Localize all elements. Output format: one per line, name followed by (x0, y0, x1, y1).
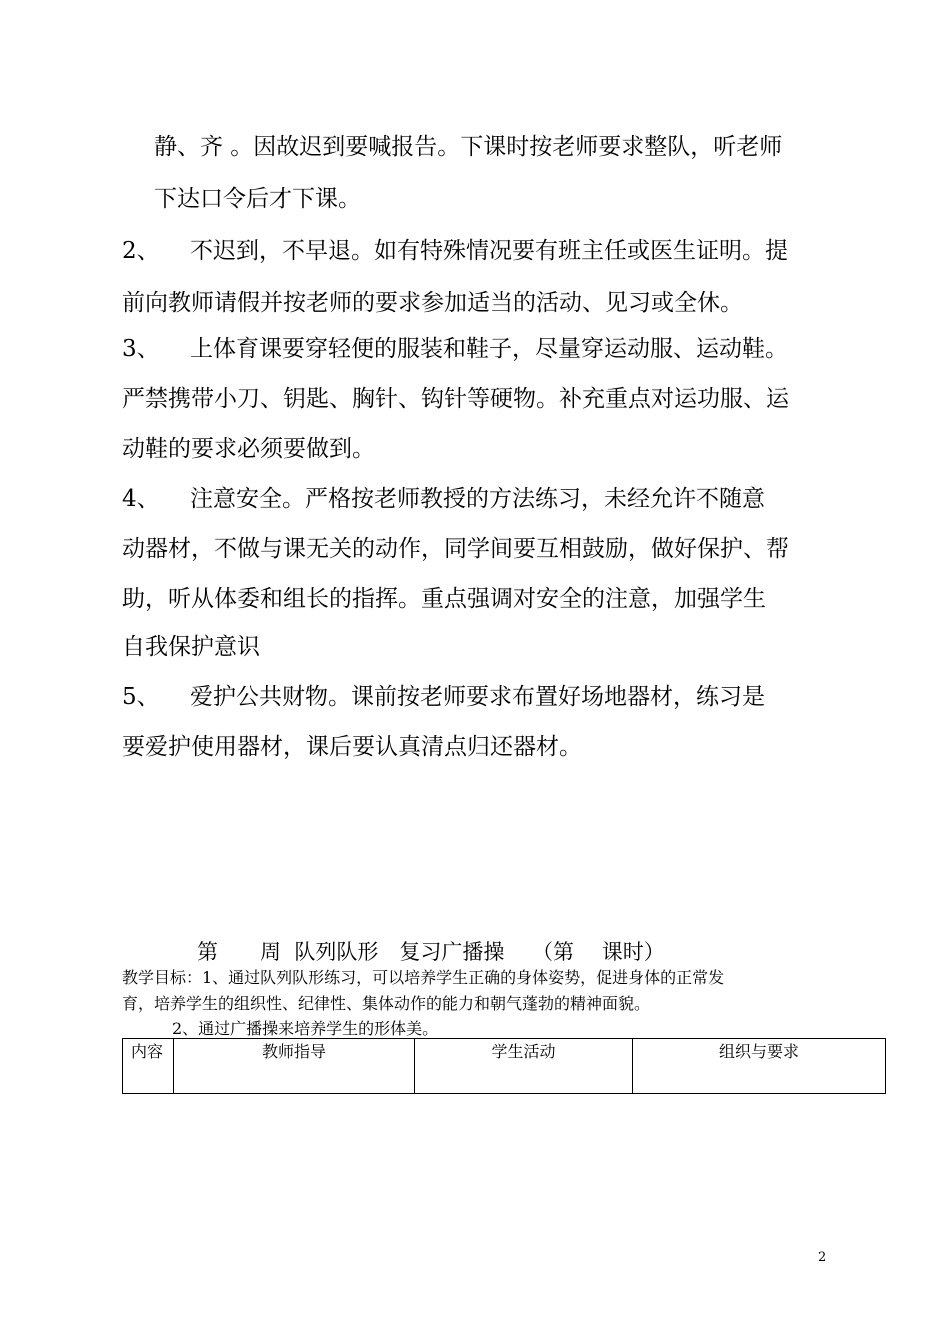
paragraph-line: 下达口令后才下课。 (154, 186, 361, 212)
rule-text-line: 助，听从体委和组长的指挥。重点强调对安全的注意，加强学生 (122, 586, 766, 612)
rule-text-line: 动器材，不做与课无关的动作，同学间要互相鼓励，做好保护、帮 (122, 536, 789, 562)
header-organization-cell: 组织与要求 (633, 1039, 886, 1094)
lesson-plan-table (122, 1038, 886, 1094)
rule-text-line: 爱护公共财物。课前按老师要求布置好场地器材，练习是 (190, 684, 765, 710)
rule-text-line: 注意安全。严格按老师教授的方法练习，未经允许不随意 (190, 486, 765, 512)
header-student-cell: 学生活动 (415, 1039, 633, 1094)
objective-line: 教学目标：1、通过队列队形练习，可以培养学生正确的身体姿势，促进身体的正常发 (122, 968, 725, 987)
rule-text-line: 严禁携带小刀、钥匙、胸针、钩针等硬物。补充重点对运功服、运 (122, 386, 789, 412)
header-teacher-cell: 教师指导 (174, 1039, 415, 1094)
rule-text-line: 不迟到，不早退。如有特殊情况要有班主任或医生证明。提 (190, 238, 788, 264)
rule-number: 4、 (122, 486, 160, 512)
paragraph-line: 静、齐 。因故迟到要喊报告。下课时按老师要求整队，听老师 (154, 134, 783, 160)
objective-line: 育，培养学生的组织性、纪律性、集体动作的能力和朝气蓬勃的精神面貌。 (122, 994, 651, 1013)
rule-text-line: 动鞋的要求必须要做到。 (122, 436, 375, 462)
rule-number: 3、 (122, 336, 160, 362)
rule-text-line: 前向教师请假并按老师的要求参加适当的活动、见习或全休。 (122, 290, 743, 316)
objective-line: 2、通过广播操来培养学生的形体美。 (172, 1019, 439, 1038)
rule-number: 2、 (122, 238, 160, 264)
rule-text-line: 要爱护使用器材，课后要认真清点归还器材。 (122, 734, 582, 760)
table-header-row (123, 1039, 886, 1094)
rule-text-line: 上体育课要穿轻便的服装和鞋子，尽量穿运动服、运动鞋。 (190, 336, 788, 362)
header-content-cell: 内容 (123, 1039, 174, 1094)
rule-text-line: 自我保护意识 (122, 634, 260, 660)
lesson-title: 第 周 队列队形 复习广播操 （第 课时） (197, 940, 665, 964)
page-number: 2 (818, 1250, 827, 1265)
rule-number: 5、 (122, 684, 160, 710)
